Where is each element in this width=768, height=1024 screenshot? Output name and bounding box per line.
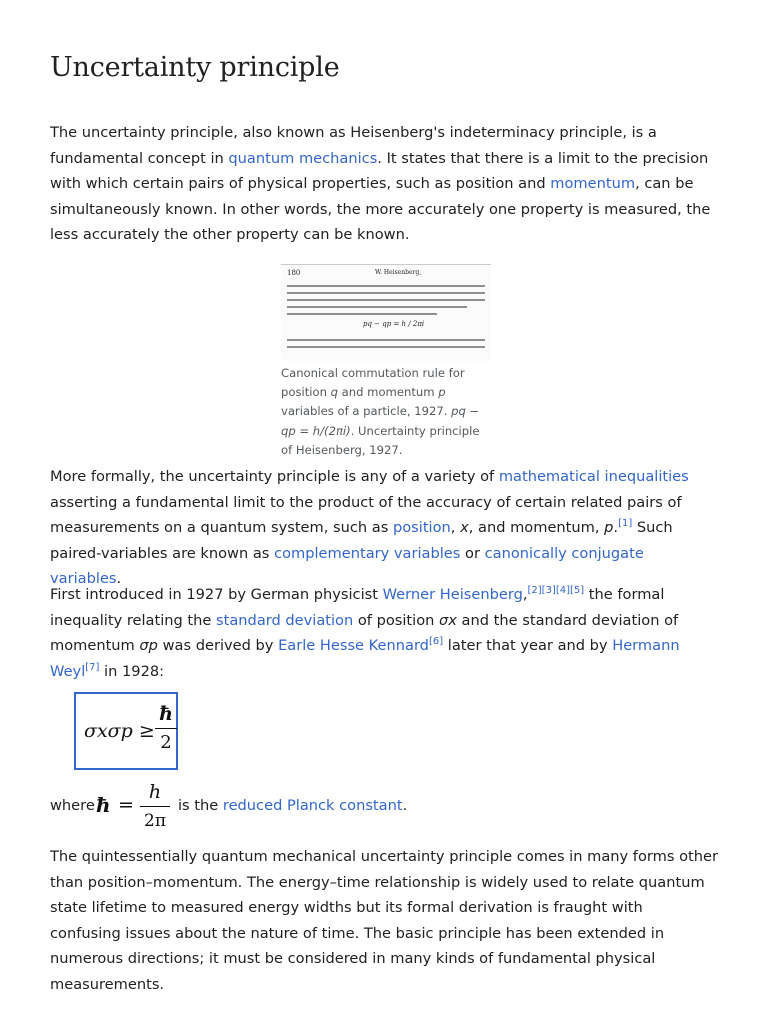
page-title: Uncertainty principle (50, 52, 340, 83)
scan-author: W. Heisenberg, (375, 269, 422, 276)
figure-heisenberg-scan (281, 264, 491, 460)
inequality-numerator: ħ (159, 703, 173, 725)
link-werner-heisenberg[interactable]: Werner Heisenberg (382, 586, 523, 603)
caption-text: and momentum (337, 385, 439, 400)
history-text: of position (353, 611, 440, 629)
inequality-lhs: σxσp ≥ (84, 720, 155, 742)
references-2-5[interactable]: [2][3][4][5] (527, 585, 585, 596)
where-definition-text (178, 797, 407, 814)
formal-text: asserting a fundamental limit to the product of the accuracy of certain related pairs of measurements on a quantum system, such as (50, 493, 682, 537)
formal-text: . (613, 519, 619, 537)
formal-text: , and momentum, (468, 519, 605, 537)
scan-text-line (287, 299, 485, 301)
link-standard-deviation[interactable]: standard deviation (216, 611, 354, 629)
reference-7[interactable]: [7] (85, 661, 100, 673)
scan-formula: pq − qp = h / 2πi (363, 320, 425, 328)
where-text: where (50, 797, 95, 814)
intro-text: . It states that there is a limit to the precision with which certain pairs of physical properties, such as position and (50, 149, 709, 193)
inequality-fraction (155, 702, 177, 755)
inequality-denominator: 2 (160, 732, 172, 754)
link-quantum-mechanics[interactable]: quantum mechanics (228, 149, 378, 167)
caption-text: Canonical commutation rule for position (281, 366, 465, 400)
history-text: the formal inequality relating the (50, 586, 665, 629)
caption-text: variables of a particle, 1927. (281, 404, 452, 419)
scan-text-line (287, 285, 485, 287)
planck-numerator: h (148, 781, 162, 803)
var-p: p (604, 519, 614, 537)
scan-text-line (287, 313, 437, 315)
closing-paragraph: The quintessentially quantum mechanical uncertainty principle comes in many forms other than position–momentum. The energy–time relationship is widely used to relate quantum state lifetime to measured energy widths but its formal derivation is fraught with confusing issues about the nature of time. The basic principle has been extended in numerous directions; it must be considered in many kinds of fundamental physical measurements. (50, 848, 718, 993)
caption-text: . Uncertainty principle of Heisenberg, 1927. (281, 423, 480, 457)
link-canonically-conjugate-variables[interactable]: canonically conjugate variables (50, 544, 644, 588)
figure-caption (281, 364, 487, 460)
var-x: x (460, 519, 469, 537)
history-paragraph (50, 582, 718, 684)
history-text: , (522, 586, 528, 603)
link-momentum[interactable]: momentum (550, 175, 636, 193)
where-text: is the (178, 797, 223, 814)
history-text: First introduced in 1927 by German physicist (50, 586, 383, 603)
formal-text: or (460, 544, 485, 562)
formal-paragraph (50, 464, 718, 592)
intro-text: The uncertainty principle, also known as Heisenberg's indeterminacy principle, is a fundamental concept in (50, 124, 657, 167)
history-text: was derived by (157, 637, 279, 655)
reference-1[interactable]: [1] (618, 518, 633, 530)
scan-image[interactable] (281, 264, 491, 361)
formal-text: . (116, 570, 122, 588)
fraction-bar (155, 728, 177, 729)
intro-text: , can be simultaneously known. In other words, the more accurately one property is measured, the less accurately the other property can be known. (50, 175, 711, 244)
scan-text-line (287, 292, 485, 294)
equals-sign: = (118, 794, 134, 816)
link-complementary-variables[interactable]: complementary variables (274, 544, 461, 562)
where-text: . (402, 797, 408, 814)
scan-text-line (287, 306, 467, 308)
var-sigma-x: σx (439, 611, 457, 629)
history-text: and the standard deviation of momentum (50, 611, 679, 655)
hbar-symbol: ħ (96, 793, 111, 817)
formal-text: Such paired-variables are known as (50, 519, 673, 562)
caption-formula: pq − qp = h/(2πi) (281, 404, 480, 438)
history-text: in 1928: (99, 662, 165, 680)
link-hermann-weyl[interactable]: Hermann Weyl (50, 637, 680, 680)
link-mathematical-inequalities[interactable]: mathematical inequalities (498, 468, 689, 485)
caption-var-q: q (330, 385, 338, 400)
link-position[interactable]: position (392, 519, 451, 537)
planck-denominator: 2π (144, 811, 166, 832)
reference-6[interactable]: [6] (428, 636, 444, 648)
uncertainty-inequality-box (74, 692, 178, 770)
scan-text-line (287, 339, 485, 341)
link-earle-hesse-kennard[interactable]: Earle Hesse Kennard (278, 637, 429, 655)
planck-fraction (140, 780, 170, 833)
scan-page-number: 180 (287, 269, 301, 277)
reduced-planck-definition (50, 780, 718, 836)
var-sigma-p: σp (139, 637, 158, 655)
formal-text: , (450, 519, 461, 537)
link-reduced-planck-constant[interactable]: reduced Planck constant (222, 797, 403, 814)
history-text: later that year and by (443, 637, 613, 655)
formal-text: More formally, the uncertainty principle is any of a variety of (50, 468, 499, 485)
intro-paragraph (50, 120, 718, 248)
caption-var-p: p (438, 385, 446, 400)
fraction-bar (140, 806, 170, 807)
scan-text-line (287, 346, 485, 348)
